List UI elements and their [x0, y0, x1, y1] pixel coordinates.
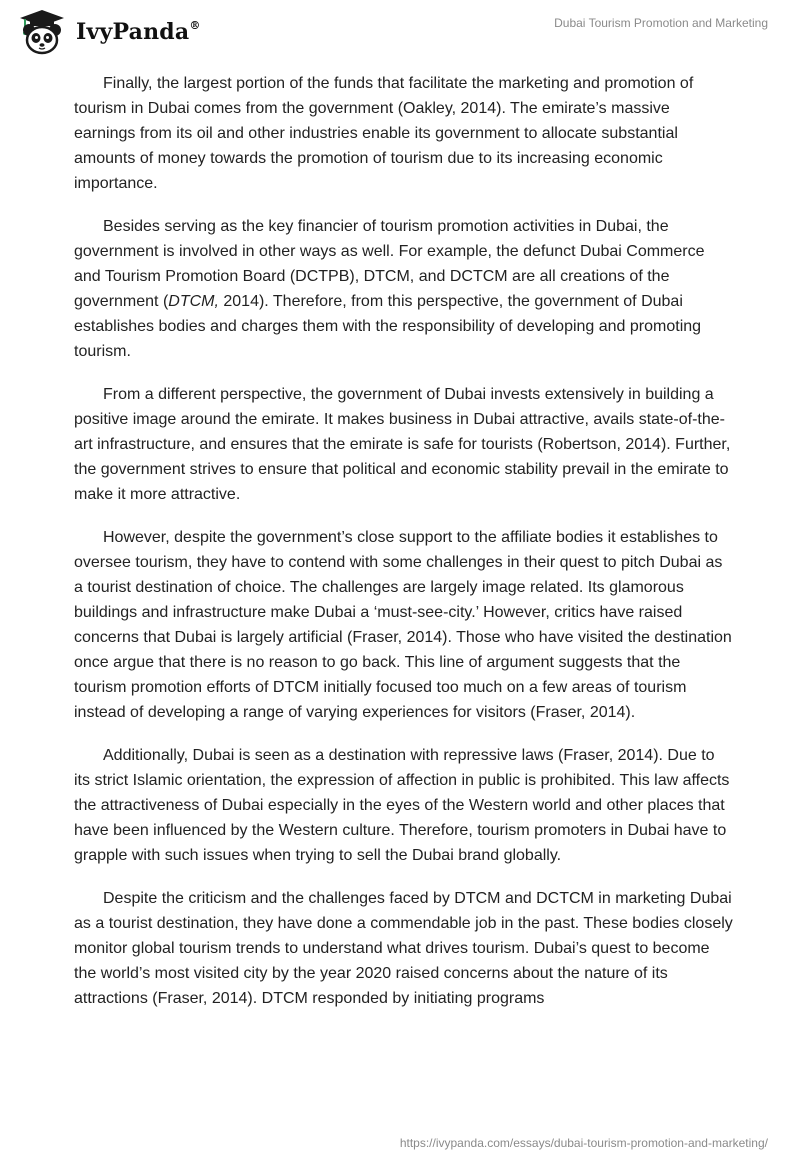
brand-name: IvyPanda®	[76, 18, 201, 45]
paragraph: However, despite the government’s close support to the affiliate bodies it establishes to oversee tourism, they have to contend with some challenges in their quest to pitch Dubai as a tourist destination of choice. The challenges are largely image related. Its glamorous buildings and infrastructure make Dubai a ‘must-see-city.’ However, critics have raised concerns that Dubai is largely artificial (Fraser, 2014). Those who have visited the destination once argue that there is no reason to go back. This line of argument suggests that the tourism promotion efforts of DTCM initially focused too much on a few areas of tourism instead of developing a range of varying experiences for visitors (Fraser, 2014).	[74, 529, 732, 721]
italic-citation: DTCM,	[168, 293, 219, 310]
paragraph: Besides serving as the key financier of tourism promotion activities in Dubai, the government is involved in other ways as well. For example, the defunct Dubai Commerce and Tourism Promotion Board (DCTPB), DTCM, and DCTCM are all creations of the government (DTCM, 2014). Therefore, from this perspective, the government of Dubai establishes bodies and charges them with the responsibility of developing and promoting tourism.	[74, 218, 705, 360]
document-title: Dubai Tourism Promotion and Marketing	[554, 16, 768, 30]
source-url[interactable]: https://ivypanda.com/essays/dubai-tourism-promotion-and-marketing/	[399, 1136, 768, 1150]
paragraph: Additionally, Dubai is seen as a destination with repressive laws (Fraser, 2014). Due to its strict Islamic orientation, the expression of affection in public is prohibited. This law affects the attractiveness of Dubai especially in the eyes of the Western world and other places that have been influenced by the Western culture. Therefore, tourism promoters in Dubai have to grapple with such issues when trying to sell the Dubai brand globally.	[74, 747, 730, 864]
panda-graduate-icon	[16, 8, 68, 56]
page-header	[0, 0, 800, 64]
paragraph: From a different perspective, the government of Dubai invests extensively in building a positive image around the emirate. It makes business in Dubai attractive, avails state-of-the-art infrastructure, and ensures that the emirate is safe for tourists (Robertson, 2014). Further, the government strives to ensure that political and economic stability prevail in the emirate to make it more attractive.	[74, 386, 731, 503]
paragraph: Finally, the largest portion of the funds that facilitate the marketing and promotion of tourism in Dubai comes from the government (Oakley, 2014). The emirate’s massive earnings from its oil and other industries enable its government to allocate substantial amounts of money towards the promotion of tourism due to its increasing economic importance.	[74, 75, 694, 192]
essay-body	[74, 71, 734, 1029]
paragraph: Despite the criticism and the challenges faced by DTCM and DCTCM in marketing Dubai as a tourist destination, they have done a commendable job in the past. These bodies closely monitor global tourism trends to understand what drives tourism. Dubai’s quest to become the world’s most visited city by the year 2020 raised concerns about the nature of its attractions (Fraser, 2014). DTCM responded by initiating programs	[74, 890, 733, 1007]
ivypanda-logo[interactable]	[16, 8, 201, 56]
